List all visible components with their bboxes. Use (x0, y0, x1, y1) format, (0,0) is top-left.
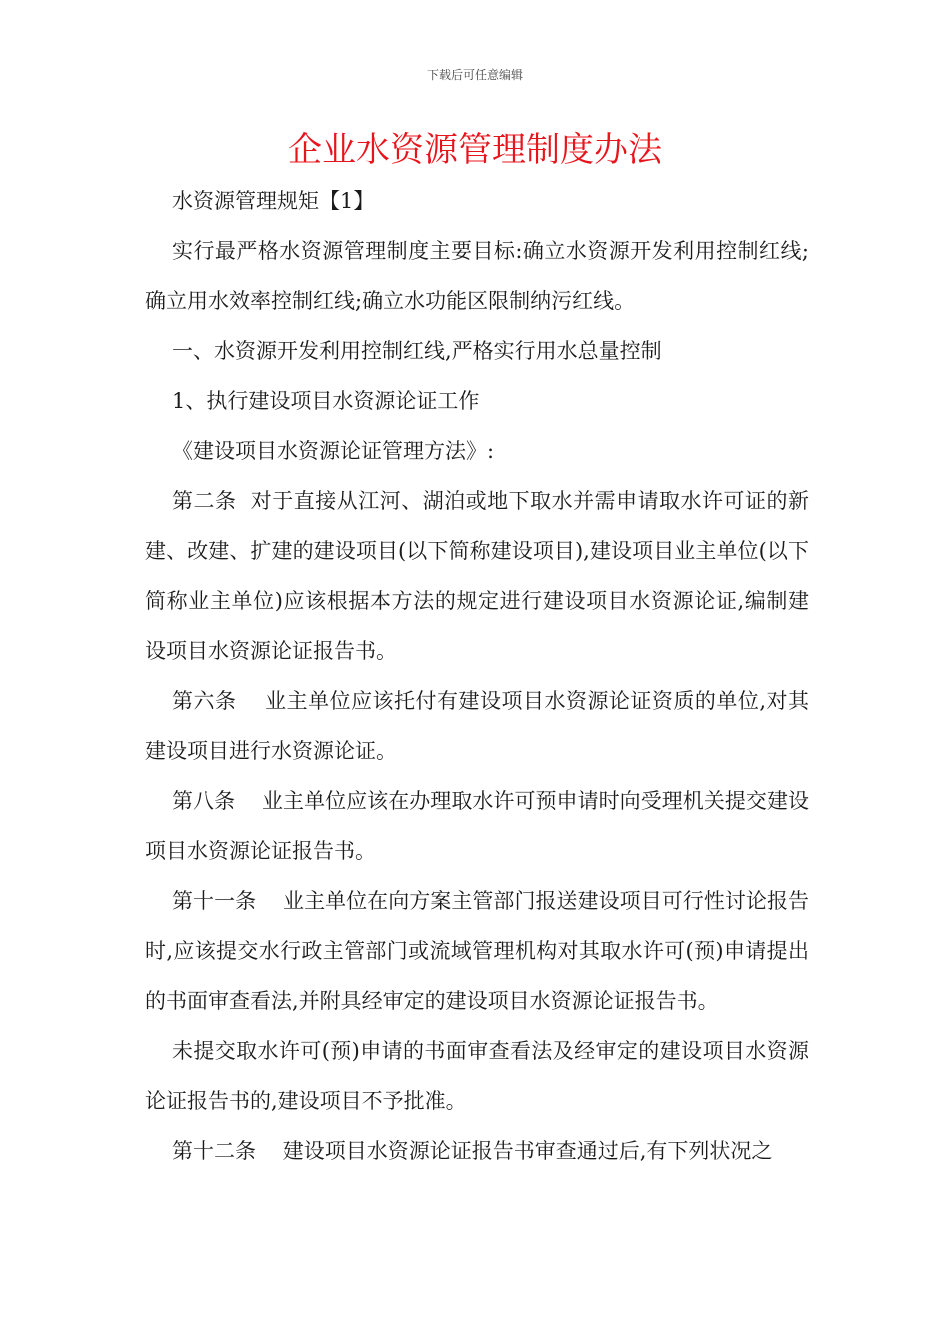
paragraph-article-2: 第二条 对于直接从江河、湖泊或地下取水并需申请取水许可证的新建、改建、扩建的建设项目(以下简称建设项目),建设项目业主单位(以下简称业主单位)应该根据本方法的规定进行建设项目水资源论证,编制建设项目水资源论证报告书。 (145, 489, 809, 663)
paragraph-section-heading: 水资源管理规矩【1】 (172, 189, 375, 213)
paragraph-article-11: 第十一条 业主单位在向方案主管部门报送建设项目可行性讨论报告时,应该提交水行政主管部门或流域管理机构对其取水许可(预)申请提出的书面审查看法,并附具经审定的建设项目水资源论证报告书。 (145, 889, 809, 1013)
paragraph-article-12: 第十二条 建设项目水资源论证报告书审查通过后,有下列状况之 (172, 1139, 773, 1163)
paragraph-part-one-heading: 一、水资源开发利用控制红线,严格实行用水总量控制 (172, 339, 662, 363)
paragraph-regulation-title: 《建设项目水资源论证管理方法》: (172, 439, 495, 463)
paragraph-article-6: 第六条 业主单位应该托付有建设项目水资源论证资质的单位,对其建设项目进行水资源论证。 (145, 689, 809, 763)
paragraph-article-11-note: 未提交取水许可(预)申请的书面审查看法及经审定的建设项目水资源论证报告书的,建设项目不予批准。 (145, 1039, 809, 1113)
paragraph-goals: 实行最严格水资源管理制度主要目标:确立水资源开发利用控制红线;确立用水效率控制红线;确立水功能区限制纳污红线。 (145, 239, 809, 313)
paragraph-item-one: 1、执行建设项目水资源论证工作 (172, 389, 480, 413)
document-title: 企业水资源管理制度办法 (288, 130, 662, 170)
header-note: 下载后可任意编辑 (426, 68, 523, 82)
paragraph-article-8: 第八条 业主单位应该在办理取水许可预申请时向受理机关提交建设项目水资源论证报告书。 (145, 789, 809, 863)
document-body (145, 176, 809, 1176)
